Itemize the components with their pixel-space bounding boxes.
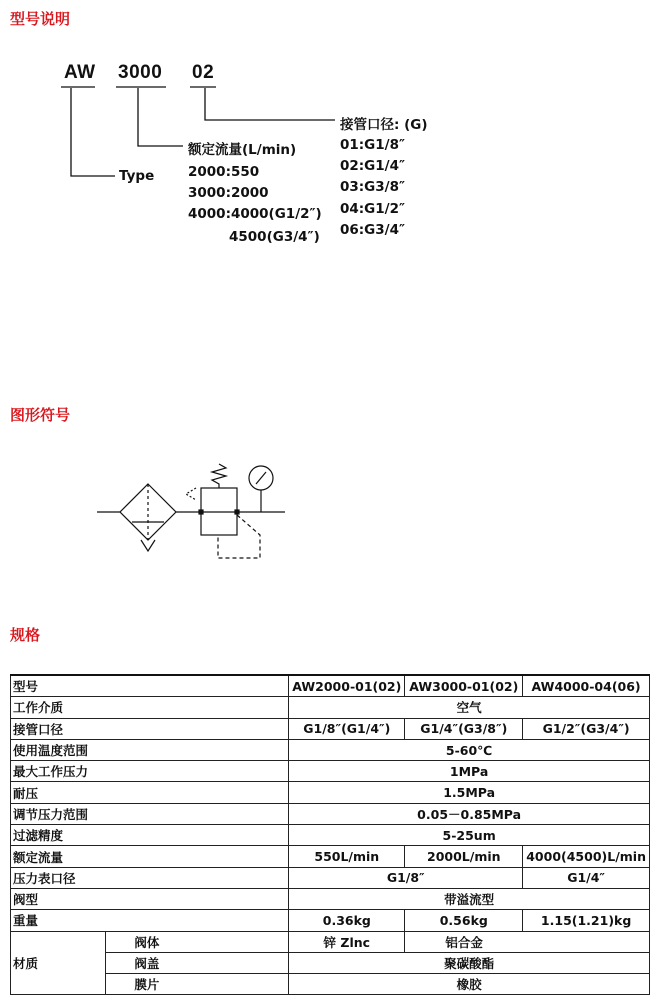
table-row [11,761,650,782]
row-label: 耐压 [11,782,289,803]
table-row [11,910,650,931]
port-title: 接管口径: (G) [340,117,428,133]
row-label: 过滤精度 [11,825,289,846]
table-row [11,825,650,846]
value-cell: 带溢流型 [289,888,650,909]
code-port: 02 [192,62,215,83]
value-cell: 4000(4500)L/min [523,846,650,867]
value-cell: 5-25um [289,825,650,846]
section-title-spec: 规格 [10,626,41,644]
flow-title: 额定流量(L/min) [188,142,297,158]
sub-label: 膜片 [106,974,289,995]
model-cell: AW2000-01(02) [289,675,405,697]
type-label: Type [119,168,155,184]
row-label: 接管口径 [11,718,289,739]
flow-item: 2000:550 [188,164,260,180]
section-title-model: 型号说明 [10,10,71,28]
value-cell: 0.05－0.85MPa [289,803,650,824]
value-cell: 1.5MPa [289,782,650,803]
row-label: 工作介质 [11,697,289,718]
table-row [11,846,650,867]
table-row [11,867,650,888]
row-label: 重量 [11,910,289,931]
model-cell: AW4000-04(06) [523,675,650,697]
sub-label: 阀盖 [106,952,289,973]
table-row [11,952,650,973]
table-row [11,675,650,697]
value-cell: 橡胶 [289,974,650,995]
value-cell: 锌 Zlnc [289,931,405,952]
row-label: 额定流量 [11,846,289,867]
spec-table [10,674,650,995]
code-size: 3000 [118,62,163,83]
table-row [11,782,650,803]
table-row [11,888,650,909]
table-row [11,803,650,824]
value-cell: 5-60℃ [289,739,650,760]
value-cell: 2000L/min [405,846,523,867]
table-row [11,739,650,760]
value-cell: 1MPa [289,761,650,782]
port-item: 01:G1/8″ [340,137,406,153]
row-label: 压力表口径 [11,867,289,888]
row-label: 调节压力范围 [11,803,289,824]
code-series: AW [64,62,96,83]
row-label: 最大工作压力 [11,761,289,782]
flow-item: 4500(G3/4″) [229,229,320,245]
value-cell: 0.56kg [405,910,523,931]
port-item: 03:G3/8″ [340,179,406,195]
table-row [11,697,650,718]
row-label: 材质 [11,931,106,995]
flow-item: 4000:4000(G1/2″) [188,206,322,222]
row-label: 使用温度范围 [11,739,289,760]
row-label: 阀型 [11,888,289,909]
section-title-symbol: 图形符号 [10,406,71,424]
row-label: 型号 [11,675,289,697]
value-cell: G1/8″(G1/4″) [289,718,405,739]
value-cell: 0.36kg [289,910,405,931]
sub-label: 阀体 [106,931,289,952]
value-cell: G1/2″(G3/4″) [523,718,650,739]
value-cell: 空气 [289,697,650,718]
value-cell: 铝合金 [405,931,650,952]
flow-item: 3000:2000 [188,185,269,201]
value-cell: G1/4″(G3/8″) [405,718,523,739]
value-cell: 聚碳酸酯 [289,952,650,973]
table-row [11,931,650,952]
table-row [11,718,650,739]
value-cell: 550L/min [289,846,405,867]
value-cell: 1.15(1.21)kg [523,910,650,931]
port-item: 06:G3/4″ [340,222,406,238]
value-cell: G1/8″ [289,867,523,888]
port-item: 02:G1/4″ [340,158,406,174]
value-cell: G1/4″ [523,867,650,888]
port-item: 04:G1/2″ [340,201,406,217]
table-row [11,974,650,995]
model-cell: AW3000-01(02) [405,675,523,697]
